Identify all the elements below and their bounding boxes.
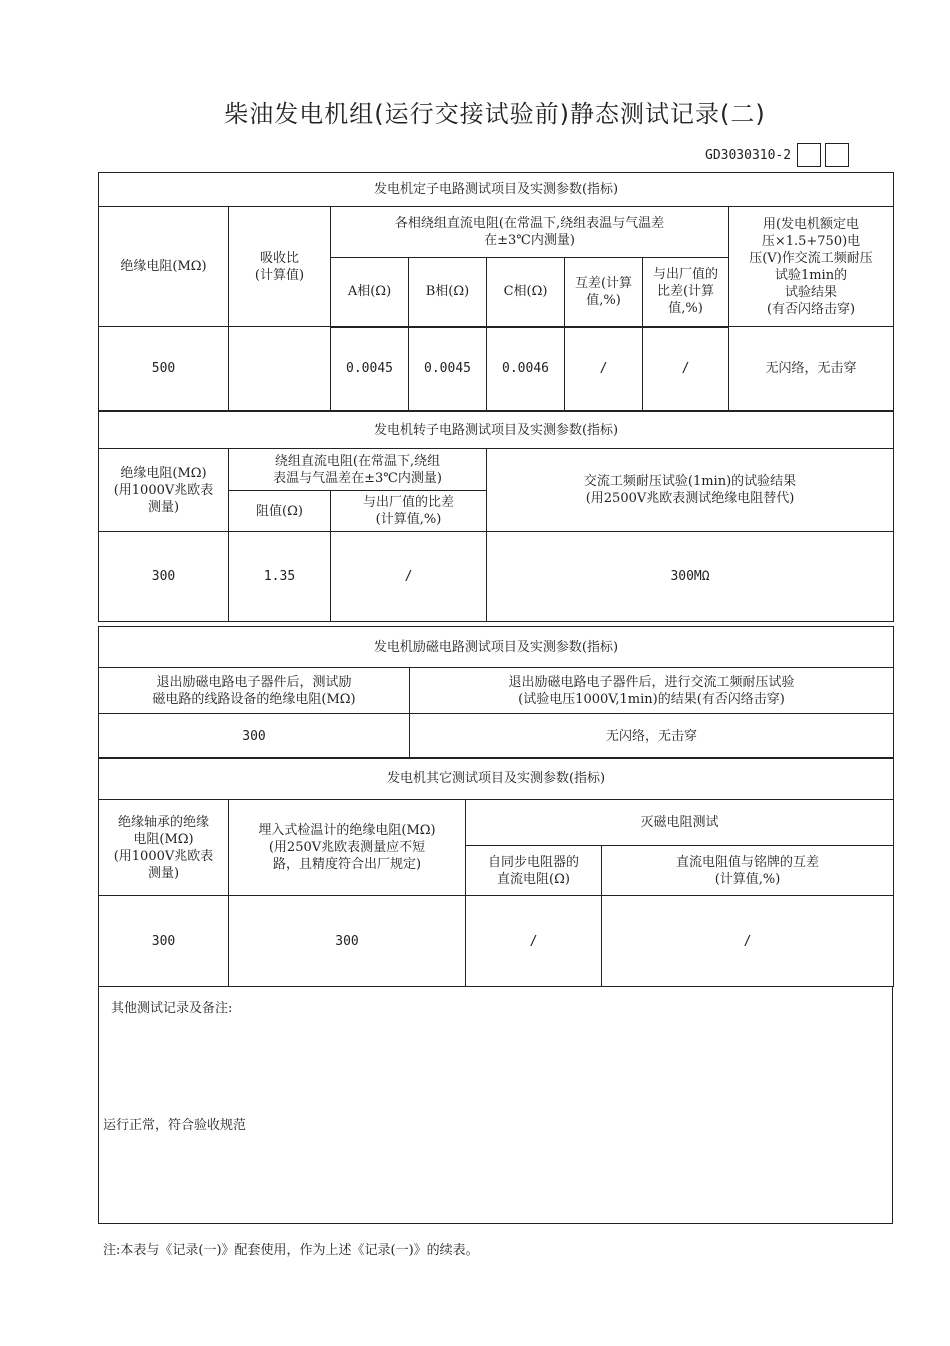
rotor-ac-header: 交流工频耐压试验(1min)的试验结果 (用2500V兆欧表测试绝缘电阻替代): [487, 449, 894, 532]
other-sync-header: 自同步电阻器的 直流电阻(Ω): [466, 846, 602, 896]
rotor-ratio-header: 与出厂值的比差 (计算值,%): [331, 491, 487, 532]
stator-ac-result-value[interactable]: 无闪络，无击穿: [729, 327, 894, 411]
other-thermometer-header: 埋入式检温计的绝缘电阻(MΩ) (用250V兆欧表测量应不短 路，且精度符合出厂规定): [229, 800, 466, 896]
rotor-section-title: 发电机转子电路测试项目及实测参数(指标): [99, 412, 894, 449]
stator-table: [98, 172, 894, 411]
rotor-insulation-value[interactable]: 300: [99, 532, 229, 622]
form-code: [705, 142, 849, 168]
remarks-text[interactable]: 运行正常，符合验收规范: [103, 1118, 247, 1133]
stator-mutual-diff-value[interactable]: /: [565, 327, 643, 411]
stator-phase-c-header: C相(Ω): [487, 258, 565, 327]
stator-phase-b-value[interactable]: 0.0045: [409, 327, 487, 411]
other-dc-diff-value[interactable]: /: [602, 896, 894, 987]
other-dc-diff-header: 直流电阻值与铭牌的互差 (计算值,%): [602, 846, 894, 896]
other-demag-header: 灭磁电阻测试: [466, 800, 894, 846]
stator-section-title: 发电机定子电路测试项目及实测参数(指标): [99, 173, 894, 207]
page-title: 柴油发电机组(运行交接试验前)静态测试记录(二): [224, 100, 766, 128]
stator-insulation-value[interactable]: 500: [99, 327, 229, 411]
code-box-2[interactable]: [825, 143, 849, 167]
exciter-right-header: 退出励磁电路电子器件后，进行交流工频耐压试验 (试验电压1000V,1min)的结果(有否闪络击穿): [410, 668, 894, 714]
rotor-ratio-value[interactable]: /: [331, 532, 487, 622]
other-bearing-header: 绝缘轴承的绝缘 电阻(MΩ) (用1000V兆欧表 测量): [99, 800, 229, 896]
footnote: 注:本表与《记录(一)》配套使用，作为上述《记录(一)》的续表。: [103, 1243, 479, 1258]
rotor-resistance-header: 阻值(Ω): [229, 491, 331, 532]
stator-factory-ratio-value[interactable]: /: [643, 327, 729, 411]
stator-insulation-header: 绝缘电阻(MΩ): [99, 207, 229, 327]
other-table: [98, 757, 894, 987]
stator-mutual-diff-header: 互差(计算 值,%): [565, 258, 643, 327]
other-bearing-value[interactable]: 300: [99, 896, 229, 987]
stator-phase-a-header: A相(Ω): [331, 258, 409, 327]
exciter-right-value[interactable]: 无闪络，无击穿: [410, 714, 894, 759]
stator-phase-c-value[interactable]: 0.0046: [487, 327, 565, 411]
exciter-section-title: 发电机励磁电路测试项目及实测参数(指标): [99, 627, 894, 668]
stator-phase-a-value[interactable]: 0.0045: [331, 327, 409, 411]
rotor-ac-result-value[interactable]: 300MΩ: [487, 532, 894, 622]
exciter-left-header: 退出励磁电路电子器件后，测试励 磁电路的线路设备的绝缘电阻(MΩ): [99, 668, 410, 714]
stator-dc-header: 各相绕组直流电阻(在常温下,绕组表温与气温差 在±3℃内测量): [331, 207, 729, 258]
other-thermometer-value[interactable]: 300: [229, 896, 466, 987]
exciter-left-value[interactable]: 300: [99, 714, 410, 759]
other-sync-value[interactable]: /: [466, 896, 602, 987]
other-section-title: 发电机其它测试项目及实测参数(指标): [99, 758, 894, 800]
stator-absorption-header: 吸收比 (计算值): [229, 207, 331, 327]
rotor-table: [98, 411, 894, 622]
code-box-1[interactable]: [797, 143, 821, 167]
form-code-text: GD3030310-2: [705, 147, 792, 163]
stator-ac-header: 用(发电机额定电 压×1.5+750)电 压(V)作交流工频耐压 试验1min的 试验结果 (有否闪络击穿): [729, 207, 894, 327]
rotor-winding-header: 绕组直流电阻(在常温下,绕组 表温与气温差在±3℃内测量): [229, 449, 487, 491]
stator-absorption-value[interactable]: [229, 327, 331, 411]
stator-factory-ratio-header: 与出厂值的 比差(计算 值,%): [643, 258, 729, 327]
rotor-resistance-value[interactable]: 1.35: [229, 532, 331, 622]
stator-phase-b-header: B相(Ω): [409, 258, 487, 327]
rotor-insulation-header: 绝缘电阻(MΩ) (用1000V兆欧表 测量): [99, 449, 229, 532]
remarks-label: 其他测试记录及备注:: [111, 1001, 233, 1016]
remarks-box[interactable]: [98, 987, 893, 1224]
exciter-table: [98, 626, 894, 759]
